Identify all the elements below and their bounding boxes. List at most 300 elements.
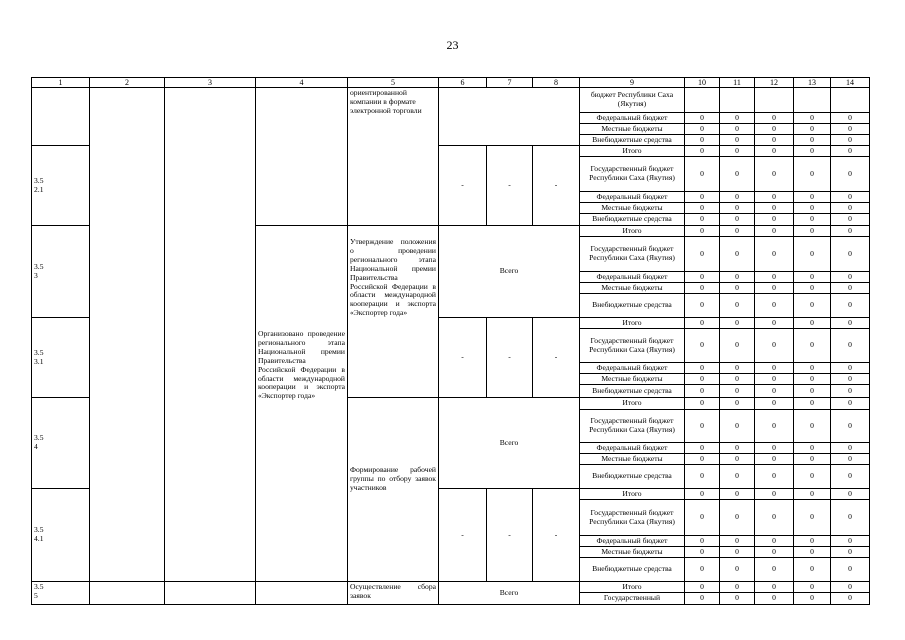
value-cell-text: 0 [735, 168, 739, 178]
funding-source-text: Итого [622, 581, 642, 591]
funding-source-text: Внебюджетные средства [592, 214, 672, 224]
value-cell-text: 0 [810, 398, 814, 408]
value-cell [684, 557, 720, 582]
value-cell-text: 0 [700, 535, 704, 545]
column-header-text: 7 [507, 77, 512, 87]
value-cell-text: 0 [700, 340, 704, 350]
funding-source [579, 557, 685, 582]
value-cell-text: 0 [848, 593, 852, 603]
value-cell-text: 0 [848, 546, 852, 556]
funding-source-text: Федеральный бюджет [596, 112, 668, 122]
value-cell-text: 0 [848, 581, 852, 591]
row-id [31, 145, 90, 226]
funding-source [579, 384, 685, 398]
value-cell-text: 0 [700, 471, 704, 481]
funding-source-text: Федеральный бюджет [596, 271, 668, 281]
value-cell-text: 0 [810, 168, 814, 178]
value-cell-text: 0 [848, 282, 852, 292]
column-header-text: 1 [58, 77, 63, 87]
value-cell-text: 0 [848, 123, 852, 133]
value-cell-text: 0 [848, 112, 852, 122]
value-cell-text: 0 [735, 581, 739, 591]
value-cell [754, 384, 794, 398]
funding-source-text: Государственный [603, 593, 661, 603]
value-cell-text: 0 [700, 546, 704, 556]
period-dash [438, 488, 487, 582]
value-cell-text: 0 [700, 512, 704, 522]
value-cell-text: 0 [735, 546, 739, 556]
value-cell [830, 557, 870, 582]
value-cell-text: 0 [848, 453, 852, 463]
period-dash [486, 317, 533, 398]
value-cell [684, 464, 720, 489]
value-cell-text: 0 [735, 340, 739, 350]
period-dash [532, 317, 580, 398]
value-cell-text: 0 [848, 202, 852, 212]
value-cell [719, 592, 755, 605]
value-cell-text: 0 [700, 362, 704, 372]
funding-source-text: Внебюджетные средства [592, 134, 672, 144]
value-cell-text: 0 [848, 168, 852, 178]
value-cell-text: 0 [810, 340, 814, 350]
value-cell-text: 0 [772, 317, 776, 327]
value-cell [719, 409, 755, 443]
value-cell-text: 0 [772, 145, 776, 155]
value-cell-text: 0 [735, 512, 739, 522]
value-cell-text: 0 [848, 145, 852, 155]
value-cell-text: 0 [772, 593, 776, 603]
value-cell-text: 0 [700, 385, 704, 395]
value-cell-text: 0 [735, 112, 739, 122]
value-cell-text: 0 [700, 398, 704, 408]
funding-source-text: Местные бюджеты [601, 202, 663, 212]
value-cell [830, 156, 870, 192]
value-cell-text: 0 [735, 282, 739, 292]
empty-col-3 [164, 87, 256, 582]
funding-source-text: Государственный бюджет Республики Саха (Якутия) [589, 507, 675, 526]
funding-source-text: бюджет Республики Саха (Якутия) [590, 90, 674, 108]
value-cell-text: 0 [810, 112, 814, 122]
funding-source [579, 592, 685, 605]
value-cell [793, 328, 831, 363]
value-cell-text: 0 [772, 488, 776, 498]
value-cell [793, 464, 831, 489]
value-cell [793, 592, 831, 605]
value-cell-text: 0 [735, 442, 739, 452]
col4-cell [255, 581, 348, 605]
value-cell [754, 464, 794, 489]
column-header-text: 10 [698, 77, 706, 87]
funding-source-text: Федеральный бюджет [596, 362, 668, 372]
value-cell-text: 0 [772, 168, 776, 178]
row-id [31, 87, 90, 146]
value-cell-text: 0 [772, 362, 776, 372]
empty-col-2 [89, 87, 165, 582]
value-cell [830, 464, 870, 489]
activity-cell-text: Утверждение положения о проведении регионального этапа Национальной премии Правительства Российской Федерации в области международной кооперации и экспорта «Экспортер года» [350, 237, 436, 318]
value-cell-text: 0 [772, 191, 776, 201]
value-cell-text: 0 [810, 191, 814, 201]
activity-cell [347, 397, 439, 582]
funding-source [579, 409, 685, 443]
period-dash-text: - [461, 352, 464, 362]
period-dash-text: - [554, 180, 558, 190]
value-cell-text: 0 [700, 453, 704, 463]
column-header-text: 8 [554, 77, 558, 87]
funding-source [579, 328, 685, 363]
period-dash-text: - [554, 352, 558, 362]
value-cell-text: 0 [810, 535, 814, 545]
column-header-text: 11 [733, 77, 741, 87]
value-cell-text: 0 [700, 134, 704, 144]
funding-source [579, 499, 685, 536]
value-cell-text: 0 [810, 471, 814, 481]
value-cell-text: 0 [848, 385, 852, 395]
value-cell-text: 0 [772, 123, 776, 133]
value-cell [754, 293, 794, 318]
value-cell-text: 0 [848, 300, 852, 310]
row-id [31, 488, 90, 582]
column-header-text: 9 [630, 77, 634, 87]
value-cell [719, 384, 755, 398]
value-cell-text: 0 [810, 123, 814, 133]
value-cell [793, 87, 831, 113]
value-cell [754, 87, 794, 113]
value-cell [830, 409, 870, 443]
value-cell [754, 156, 794, 192]
period-dash [532, 145, 580, 226]
value-cell-text: 0 [772, 581, 776, 591]
value-cell-text: 0 [810, 134, 814, 144]
value-cell-text: 0 [735, 300, 739, 310]
value-cell-text: 0 [700, 168, 704, 178]
period-total-text: Всего [499, 437, 519, 447]
value-cell-text: 0 [700, 191, 704, 201]
value-cell [830, 87, 870, 113]
value-cell-text: 0 [810, 282, 814, 292]
value-cell [830, 236, 870, 272]
funding-source-text: Федеральный бюджет [596, 535, 668, 545]
value-cell-text: 0 [700, 300, 704, 310]
value-cell-text: 0 [735, 214, 739, 224]
value-cell-text: 0 [848, 512, 852, 522]
value-cell-text: 0 [810, 453, 814, 463]
value-cell-text: 0 [810, 271, 814, 281]
value-cell-text: 0 [772, 398, 776, 408]
budget-table [31, 77, 869, 604]
value-cell-text: 0 [810, 488, 814, 498]
value-cell-text: 0 [772, 202, 776, 212]
value-cell-text: 0 [848, 271, 852, 281]
value-cell-text: 0 [735, 362, 739, 372]
value-cell [754, 409, 794, 443]
value-cell-text: 0 [772, 385, 776, 395]
empty-col-3 [164, 581, 256, 605]
funding-source-text: Итого [622, 398, 642, 408]
value-cell-text: 0 [735, 564, 739, 574]
value-cell-text: 0 [700, 420, 704, 430]
value-cell [830, 592, 870, 605]
value-cell-text: 0 [848, 214, 852, 224]
page-number: 23 [446, 38, 459, 52]
period-dash-text: - [461, 529, 464, 539]
value-cell [684, 236, 720, 272]
value-cell [719, 464, 755, 489]
value-cell [830, 499, 870, 536]
value-cell [793, 499, 831, 536]
value-cell-text: 0 [810, 248, 814, 258]
value-cell-text: 0 [772, 453, 776, 463]
value-cell [830, 328, 870, 363]
value-cell-text: 0 [772, 271, 776, 281]
value-cell-text: 0 [772, 420, 776, 430]
value-cell-text: 0 [735, 134, 739, 144]
value-cell-text: 0 [700, 248, 704, 258]
value-cell-text: 0 [772, 471, 776, 481]
period-dash-text: - [508, 529, 511, 539]
value-cell-text: 0 [848, 191, 852, 201]
value-cell-text: 0 [700, 442, 704, 452]
value-cell [793, 384, 831, 398]
value-cell-text: 0 [848, 225, 852, 235]
funding-source-text: Внебюджетные средства [592, 564, 672, 574]
value-cell-text: 0 [848, 248, 852, 258]
value-cell-text: 0 [735, 225, 739, 235]
funding-source [579, 156, 685, 192]
funding-source-text: Местные бюджеты [601, 123, 663, 133]
value-cell-text: 0 [700, 225, 704, 235]
value-cell-text: 0 [735, 453, 739, 463]
value-cell-text: 0 [735, 385, 739, 395]
value-cell-text: 0 [700, 593, 704, 603]
row-id-text: 3.5 3.1 [34, 347, 44, 366]
value-cell [684, 87, 720, 113]
value-cell [754, 328, 794, 363]
period-dash-text: - [508, 180, 511, 190]
value-cell-text: 0 [848, 564, 852, 574]
row-id [31, 397, 90, 489]
value-cell-text: 0 [735, 145, 739, 155]
value-cell-text: 0 [848, 373, 852, 383]
value-cell [719, 499, 755, 536]
funding-source-text: Государственный бюджет Республики Саха (Якутия) [589, 164, 675, 182]
funding-source-text: Внебюджетные средства [592, 300, 672, 310]
value-cell-text: 0 [848, 488, 852, 498]
column-header-text: 13 [808, 77, 816, 87]
value-cell-text: 0 [735, 248, 739, 258]
empty-col-2 [89, 581, 165, 605]
value-cell-text: 0 [772, 248, 776, 258]
value-cell [719, 87, 755, 113]
value-cell-text: 0 [810, 145, 814, 155]
funding-source-text: Местные бюджеты [601, 282, 663, 292]
value-cell [684, 328, 720, 363]
row-id-text: 3.5 3 [34, 261, 44, 280]
value-cell-text: 0 [700, 488, 704, 498]
row-id-text: 3.5 4 [34, 433, 44, 451]
value-cell-text: 0 [772, 535, 776, 545]
period-dash [438, 145, 487, 226]
value-cell-text: 0 [735, 191, 739, 201]
value-cell-text: 0 [772, 373, 776, 383]
value-cell-text: 0 [810, 420, 814, 430]
period-total [438, 397, 580, 489]
value-cell-text: 0 [810, 202, 814, 212]
value-cell-text: 0 [810, 214, 814, 224]
value-cell-text: 0 [700, 271, 704, 281]
value-cell [793, 557, 831, 582]
row-id [31, 581, 90, 605]
value-cell [830, 293, 870, 318]
value-cell-text: 0 [810, 362, 814, 372]
value-cell-text: 0 [700, 112, 704, 122]
value-cell [684, 592, 720, 605]
column-header-text: 4 [299, 77, 304, 87]
value-cell-text: 0 [772, 282, 776, 292]
row-id [31, 317, 90, 398]
value-cell [719, 156, 755, 192]
period-total-text: Всего [499, 266, 519, 276]
row-id [31, 225, 90, 318]
value-cell-text: 0 [810, 593, 814, 603]
value-cell [793, 236, 831, 272]
value-cell-text: 0 [700, 214, 704, 224]
value-cell-text: 0 [810, 317, 814, 327]
funding-source-text: Итого [622, 317, 642, 327]
value-cell-text: 0 [848, 340, 852, 350]
period-total [438, 225, 580, 318]
value-cell-text: 0 [810, 546, 814, 556]
funding-source-text: Итого [622, 488, 642, 498]
value-cell [684, 409, 720, 443]
value-cell [719, 328, 755, 363]
event-description [255, 225, 348, 582]
value-cell-text: 0 [772, 340, 776, 350]
period-dash [438, 317, 487, 398]
column-header-text: 12 [770, 77, 778, 87]
row-id-text: 3.5 4.1 [34, 525, 44, 543]
funding-source [579, 236, 685, 272]
value-cell-text: 0 [848, 471, 852, 481]
value-cell-text: 0 [700, 564, 704, 574]
funding-source-text: Государственный бюджет Республики Саха (Якутия) [589, 335, 675, 354]
period-dash [486, 145, 533, 226]
value-cell-text: 0 [735, 398, 739, 408]
value-cell-text: 0 [735, 593, 739, 603]
value-cell-text: 0 [772, 112, 776, 122]
value-cell [719, 557, 755, 582]
value-cell [684, 499, 720, 536]
value-cell [684, 384, 720, 398]
value-cell [719, 236, 755, 272]
funding-source [579, 87, 685, 113]
value-cell-text: 0 [735, 420, 739, 430]
funding-source-text: Местные бюджеты [601, 373, 663, 383]
value-cell-text: 0 [735, 488, 739, 498]
value-cell-text: 0 [848, 317, 852, 327]
activity-cell [347, 225, 439, 398]
value-cell-text: 0 [772, 134, 776, 144]
funding-source [579, 293, 685, 318]
value-cell-text: 0 [772, 300, 776, 310]
value-cell [793, 293, 831, 318]
column-header-text: 6 [460, 77, 465, 87]
funding-source-text: Федеральный бюджет [596, 442, 668, 452]
value-cell-text: 0 [735, 535, 739, 545]
period-dash-text: - [554, 529, 558, 539]
funding-source-text: Государственный бюджет Республики Саха (Якутия) [589, 244, 675, 262]
column-header-text: 14 [846, 77, 854, 87]
event-description-text: Организовано проведение регионального этапа Национальной премии Правительства Российской Федерации в области международной кооперации и экспорта «Экспортер года» [258, 329, 345, 401]
value-cell-text: 0 [810, 225, 814, 235]
row-id-text: 3.5 2.1 [34, 175, 44, 194]
value-cell-text: 0 [735, 202, 739, 212]
period-cell [438, 87, 580, 146]
funding-source-text: Местные бюджеты [601, 546, 663, 556]
activity-cell [347, 581, 439, 605]
value-cell-text: 0 [735, 317, 739, 327]
value-cell-text: 0 [810, 373, 814, 383]
value-cell [719, 293, 755, 318]
value-cell-text: 0 [735, 123, 739, 133]
value-cell-text: 0 [772, 546, 776, 556]
funding-source-text: Федеральный бюджет [596, 191, 668, 201]
period-dash-text: - [508, 352, 511, 362]
row-id-text: 3.5 5 [34, 582, 44, 600]
column-header-text: 5 [391, 77, 395, 87]
value-cell-text: 0 [848, 398, 852, 408]
value-cell-text: 0 [735, 471, 739, 481]
period-total [438, 581, 580, 605]
col4-cell [255, 87, 348, 226]
funding-source-text: Внебюджетные средства [592, 385, 672, 395]
value-cell-text: 0 [848, 362, 852, 372]
period-dash [486, 488, 533, 582]
value-cell-text: 0 [700, 581, 704, 591]
value-cell-text: 0 [735, 271, 739, 281]
funding-source [579, 464, 685, 489]
value-cell-text: 0 [700, 373, 704, 383]
column-header-text: 2 [125, 77, 129, 87]
period-dash-text: - [461, 180, 464, 190]
value-cell [754, 557, 794, 582]
value-cell [684, 293, 720, 318]
period-dash [532, 488, 580, 582]
value-cell [684, 156, 720, 192]
value-cell [830, 384, 870, 398]
value-cell-text: 0 [700, 282, 704, 292]
funding-source-text: Итого [622, 225, 642, 235]
value-cell [793, 156, 831, 192]
funding-source-text: Государственный бюджет Республики Саха (Якутия) [589, 416, 675, 434]
value-cell-text: 0 [848, 535, 852, 545]
value-cell-text: 0 [700, 123, 704, 133]
value-cell-text: 0 [810, 581, 814, 591]
value-cell-text: 0 [848, 442, 852, 452]
activity-cell-text: Формирование рабочей группы по отбору заявок участников [350, 465, 436, 492]
value-cell-text: 0 [772, 442, 776, 452]
value-cell-text: 0 [810, 385, 814, 395]
value-cell-text: 0 [772, 225, 776, 235]
funding-source-text: Местные бюджеты [601, 453, 663, 463]
activity-cell-text: ориентированной компании в формате электронной торговли [350, 88, 422, 115]
value-cell-text: 0 [772, 512, 776, 522]
funding-source-text: Внебюджетные средства [592, 471, 672, 481]
value-cell [793, 409, 831, 443]
value-cell-text: 0 [735, 373, 739, 383]
value-cell [754, 499, 794, 536]
value-cell-text: 0 [810, 564, 814, 574]
